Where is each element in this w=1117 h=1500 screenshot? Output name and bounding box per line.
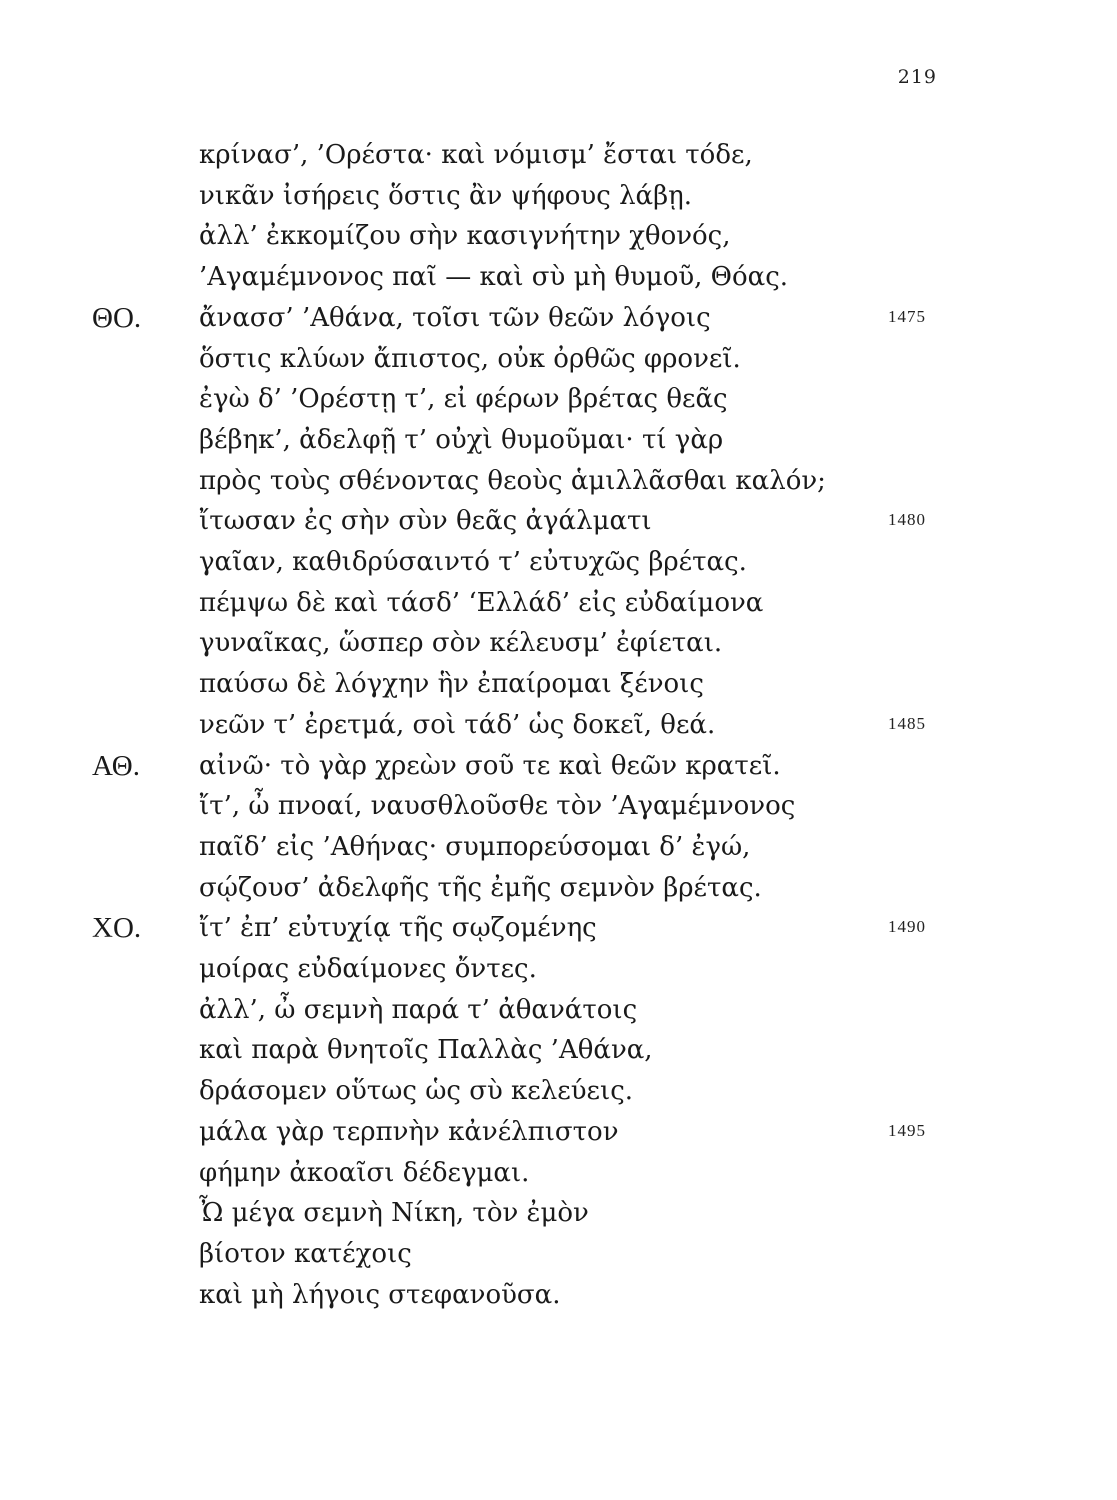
verse-line [0, 421, 1117, 459]
verse-block [0, 136, 1117, 1336]
verse-text: νικᾶν ἰσήρεις ὅστις ἂν ψήφους λάβῃ. [199, 181, 692, 211]
verse-text: καὶ παρὰ θνητοῖς Παλλὰς ’Αθάνα, [199, 1035, 653, 1065]
verse-line [0, 1154, 1117, 1192]
line-number: 1495 [888, 1121, 926, 1140]
line-number: 1475 [888, 307, 926, 326]
verse-line [0, 217, 1117, 255]
verse-text: βέβηκ’, ἀδελφῇ τ’ οὐχὶ θυμοῦμαι· τί γὰρ [199, 425, 724, 455]
verse-line [0, 787, 1117, 825]
verse-line [0, 340, 1117, 378]
speaker-label: ΘΟ. [92, 302, 142, 334]
verse-text: πρὸς τοὺς σθένοντας θεοὺς ἁμιλλᾶσθαι καλόν; [199, 466, 826, 496]
verse-text: παύσω δὲ λόγχην ἣν ἐπαίρομαι ξένοις [199, 669, 704, 699]
line-number: 1480 [888, 510, 926, 529]
verse-text: βίοτον κατέχοις [199, 1239, 412, 1269]
line-number: 1490 [888, 917, 926, 936]
line-number: 1485 [888, 714, 926, 733]
verse-line [0, 828, 1117, 866]
verse-text: ἀλλ’, ὦ σεμνὴ παρά τ’ ἀθανάτοις [199, 995, 638, 1025]
verse-line [0, 543, 1117, 581]
verse-text: ὅστις κλύων ἄπιστος, οὐκ ὀρθῶς φρονεῖ. [199, 344, 741, 374]
verse-line [0, 462, 1117, 500]
verse-text: Ὦ μέγα σεμνὴ Νίκη, τὸν ἐμὸν [199, 1198, 589, 1228]
verse-line [0, 299, 1117, 337]
verse-text: αἰνῶ· τὸ γὰρ χρεὼν σοῦ τε καὶ θεῶν κρατεῖ. [199, 751, 781, 781]
verse-line [0, 909, 1117, 947]
verse-text: ἄνασσ’ ’Αθάνα, τοῖσι τῶν θεῶν λόγοις [199, 303, 711, 333]
verse-text: ἴτ’ ἐπ’ εὐτυχίᾳ τῆς σῳζομένης [199, 913, 597, 943]
verse-line [0, 665, 1117, 703]
verse-text: ἀλλ’ ἐκκομίζου σὴν κασιγνήτην χθονός, [199, 221, 731, 251]
verse-line [0, 706, 1117, 744]
speaker-label: ΧΟ. [92, 912, 142, 944]
verse-line [0, 1072, 1117, 1110]
speaker-label: ΑΘ. [92, 750, 140, 782]
verse-text: σῴζουσ’ ἀδελφῆς τῆς ἐμῆς σεμνὸν βρέτας. [199, 873, 762, 903]
verse-line [0, 1235, 1117, 1273]
verse-line [0, 950, 1117, 988]
verse-text: κρίνασ’, ’Ορέστα· καὶ νόμισμ’ ἔσται τόδε, [199, 140, 753, 170]
verse-text: μάλα γὰρ τερπνὴν κἀνέλπιστον [199, 1117, 619, 1147]
verse-line [0, 1276, 1117, 1314]
verse-line [0, 136, 1117, 174]
verse-text: γυναῖκας, ὥσπερ σὸν κέλευσμ’ ἐφίεται. [199, 628, 723, 658]
verse-text: ἴτ’, ὦ πνοαί, ναυσθλοῦσθε τὸν ’Αγαμέμνονος [199, 791, 796, 821]
verse-text: ’Αγαμέμνονος παῖ — καὶ σὺ μὴ θυμοῦ, Θόας. [199, 262, 789, 292]
verse-text: ἐγὼ δ’ ’Ορέστῃ τ’, εἰ φέρων βρέτας θεᾶς [199, 384, 728, 414]
verse-text: μοίρας εὐδαίμονες ὄντες. [199, 954, 537, 984]
verse-line [0, 1113, 1117, 1151]
verse-line [0, 177, 1117, 215]
verse-line [0, 258, 1117, 296]
verse-line [0, 502, 1117, 540]
verse-text: νεῶν τ’ ἐρετμά, σοὶ τάδ’ ὡς δοκεῖ, θεά. [199, 710, 716, 740]
verse-line [0, 1194, 1117, 1232]
verse-text: γαῖαν, καθιδρύσαιντό τ’ εὐτυχῶς βρέτας. [199, 547, 747, 577]
page-number: 219 [897, 66, 937, 88]
verse-line [0, 991, 1117, 1029]
verse-line [0, 380, 1117, 418]
verse-text: δράσομεν οὕτως ὡς σὺ κελεύεις. [199, 1076, 634, 1106]
verse-text: παῖδ’ εἰς ’Αθήνας· συμπορεύσομαι δ’ ἐγώ, [199, 832, 751, 862]
verse-line [0, 1031, 1117, 1069]
verse-text: φήμην ἀκοαῖσι δέδεγμαι. [199, 1158, 530, 1188]
verse-line [0, 747, 1117, 785]
verse-line [0, 869, 1117, 907]
verse-text: πέμψω δὲ καὶ τάσδ’ ‘Ελλάδ’ εἰς εὐδαίμονα [199, 588, 764, 618]
verse-line [0, 624, 1117, 662]
verse-text: ἴτωσαν ἐς σὴν σὺν θεᾶς ἀγάλματι [199, 506, 652, 536]
verse-text: καὶ μὴ λήγοις στεφανοῦσα. [199, 1280, 561, 1310]
verse-line [0, 584, 1117, 622]
